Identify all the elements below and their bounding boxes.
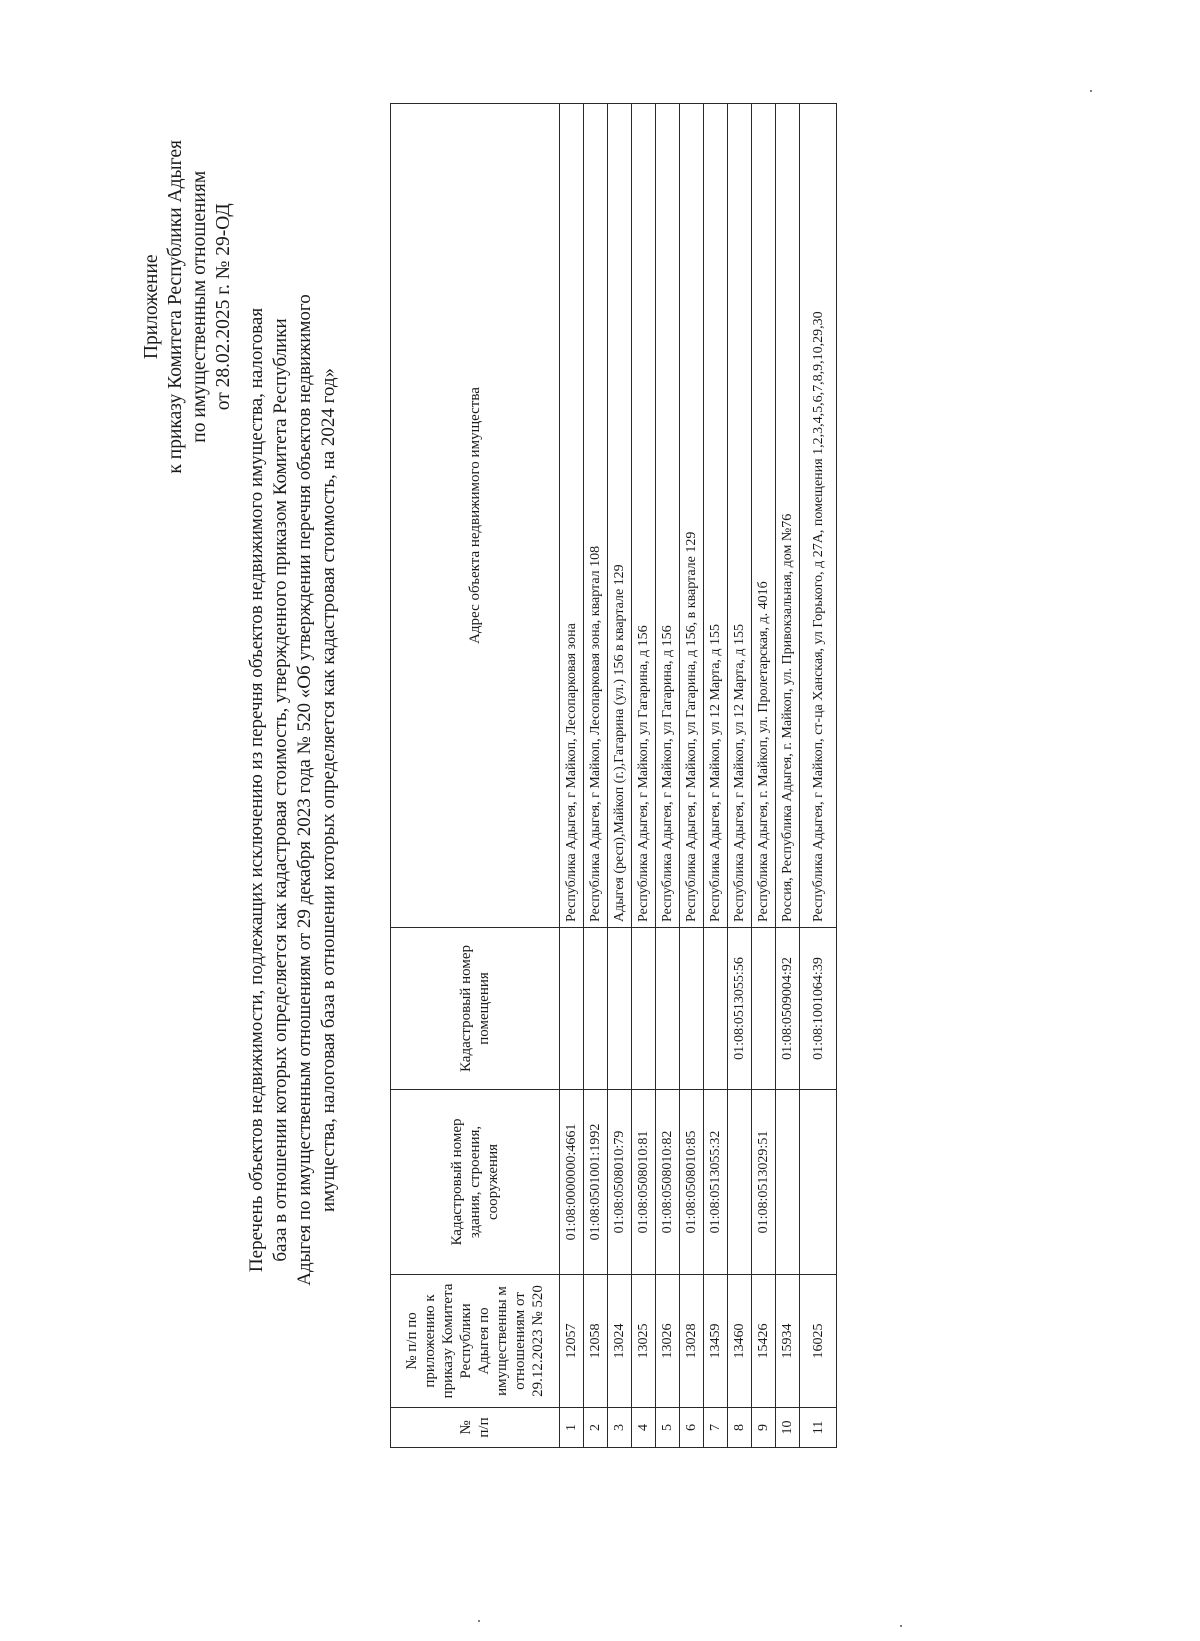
table-row xyxy=(632,104,656,1448)
cell-num: 7 xyxy=(704,1408,728,1448)
cell-building-cadastral xyxy=(776,1090,800,1275)
appendix-label: Приложение xyxy=(141,254,162,360)
cell-ref: 15934 xyxy=(776,1275,800,1408)
property-table xyxy=(390,103,837,1448)
cell-building-cadastral xyxy=(800,1090,837,1275)
cell-num: 2 xyxy=(584,1408,608,1448)
cell-room-cadastral xyxy=(656,928,680,1090)
cell-address: Республика Адыгея, г Майкоп, Лесопарковая зона xyxy=(560,104,584,928)
cell-building-cadastral: 01:08:0508010:79 xyxy=(608,1090,632,1275)
cell-building-cadastral xyxy=(728,1090,752,1275)
appendix-date-number: от 28.02.2025 г. № 29-ОД xyxy=(213,203,234,411)
cell-num: 11 xyxy=(800,1408,837,1448)
scan-speck xyxy=(1090,90,1092,92)
table-row xyxy=(800,104,837,1448)
table-row xyxy=(584,104,608,1448)
cell-ref: 15426 xyxy=(752,1275,776,1408)
cell-building-cadastral: 01:08:0508010:85 xyxy=(680,1090,704,1275)
cell-ref: 13459 xyxy=(704,1275,728,1408)
cell-ref: 13025 xyxy=(632,1275,656,1408)
cell-room-cadastral xyxy=(752,928,776,1090)
cell-num: 5 xyxy=(656,1408,680,1448)
table-row xyxy=(752,104,776,1448)
title-line-2: база в отношении которых определяется как кадастровая стоимость, утвержденного приказом Комитета Республики xyxy=(270,318,291,1262)
cell-num: 9 xyxy=(752,1408,776,1448)
cell-address: Республика Адыгея, г Майкоп, ул 12 Марта, д 155 xyxy=(704,104,728,928)
cell-building-cadastral: 01:08:0513055:32 xyxy=(704,1090,728,1275)
table-row xyxy=(680,104,704,1448)
cell-address: Россия, Республика Адыгея, г. Майкоп, ул. Привокзальная, дом №76 xyxy=(776,104,800,928)
cell-ref: 13028 xyxy=(680,1275,704,1408)
scan-speck xyxy=(478,1620,480,1622)
cell-ref: 12058 xyxy=(584,1275,608,1408)
col-header-building-cadastral: Кадастровый номер здания, строения, сооружения xyxy=(391,1090,560,1275)
appendix-header xyxy=(140,140,236,474)
cell-building-cadastral: 01:08:0501001:1992 xyxy=(584,1090,608,1275)
cell-building-cadastral: 01:08:0508010:81 xyxy=(632,1090,656,1275)
cell-address: Республика Адыгея, г Майкоп, Лесопарковая зона, квартал 108 xyxy=(584,104,608,928)
col-header-room-cadastral: Кадастровый номер помещения xyxy=(391,928,560,1090)
title-line-4: имущества, налоговая база в отношении которых определяется как кадастровая стоимость, на 2024 год» xyxy=(318,367,339,1213)
cell-address: Республика Адыгея, г Майкоп, ст-ца Ханская, ул Горького, д 27А, помещения 1,2,3,4,5,6,7,8,9,10,29,30 xyxy=(800,104,837,928)
cell-num: 1 xyxy=(560,1408,584,1448)
cell-room-cadastral xyxy=(632,928,656,1090)
table-header-row xyxy=(391,104,560,1448)
cell-ref: 13460 xyxy=(728,1275,752,1408)
cell-building-cadastral: 01:08:0508010:82 xyxy=(656,1090,680,1275)
cell-room-cadastral: 01:08:0509004:92 xyxy=(776,928,800,1090)
cell-ref: 13024 xyxy=(608,1275,632,1408)
cell-room-cadastral: 01:08:0513055:56 xyxy=(728,928,752,1090)
cell-building-cadastral: 01:08:0000000:4661 xyxy=(560,1090,584,1275)
document-title xyxy=(245,170,341,1410)
table-row xyxy=(776,104,800,1448)
col-header-num: № п/п xyxy=(391,1408,560,1448)
cell-ref: 13026 xyxy=(656,1275,680,1408)
table-row xyxy=(656,104,680,1448)
cell-room-cadastral xyxy=(704,928,728,1090)
cell-num: 4 xyxy=(632,1408,656,1448)
appendix-order-ref: к приказу Комитета Республики Адыгея xyxy=(165,140,186,474)
col-header-address: Адрес объекта недвижимого имущества xyxy=(391,104,560,928)
cell-room-cadastral: 01:08:1001064:39 xyxy=(800,928,837,1090)
cell-address: Республика Адыгея, г Майкоп, ул 12 Марта, д 155 xyxy=(728,104,752,928)
cell-address: Республика Адыгея, г. Майкоп, ул. Пролетарская, д. 401б xyxy=(752,104,776,928)
cell-room-cadastral xyxy=(680,928,704,1090)
table-row xyxy=(704,104,728,1448)
cell-room-cadastral xyxy=(608,928,632,1090)
cell-num: 10 xyxy=(776,1408,800,1448)
title-line-3: Адыгея по имущественным отношениям от 29 декабря 2023 года № 520 «Об утверждении перечня объектов недвижимого xyxy=(294,294,315,1286)
cell-address: Республика Адыгея, г Майкоп, ул Гагарина, д 156 xyxy=(656,104,680,928)
cell-room-cadastral xyxy=(584,928,608,1090)
table-row xyxy=(560,104,584,1448)
cell-address: Республика Адыгея, г Майкоп, ул Гагарина, д 156, в квартале 129 xyxy=(680,104,704,928)
cell-num: 3 xyxy=(608,1408,632,1448)
scan-speck xyxy=(900,1625,902,1627)
cell-room-cadastral xyxy=(560,928,584,1090)
cell-num: 6 xyxy=(680,1408,704,1448)
cell-building-cadastral: 01:08:0513029:51 xyxy=(752,1090,776,1275)
col-header-ref: № п/п по приложению к приказу Комитета Республики Адыгея по имущественны м отношениям от 29.12.2023 № 520 xyxy=(391,1275,560,1408)
cell-address: Республика Адыгея, г Майкоп, ул Гагарина, д 156 xyxy=(632,104,656,928)
table-row xyxy=(728,104,752,1448)
appendix-department: по имущественным отношениям xyxy=(189,170,210,443)
cell-ref: 12057 xyxy=(560,1275,584,1408)
cell-num: 8 xyxy=(728,1408,752,1448)
title-line-1: Перечень объектов недвижимости, подлежащих исключению из перечня объектов недвижимого имущества, налоговая xyxy=(246,307,267,1273)
cell-ref: 16025 xyxy=(800,1275,837,1408)
table-row xyxy=(608,104,632,1448)
cell-address: Адыгея (респ),Майкоп (г.),Гагарина (ул.) 156 в квартале 129 xyxy=(608,104,632,928)
document-page xyxy=(0,40,1160,1570)
